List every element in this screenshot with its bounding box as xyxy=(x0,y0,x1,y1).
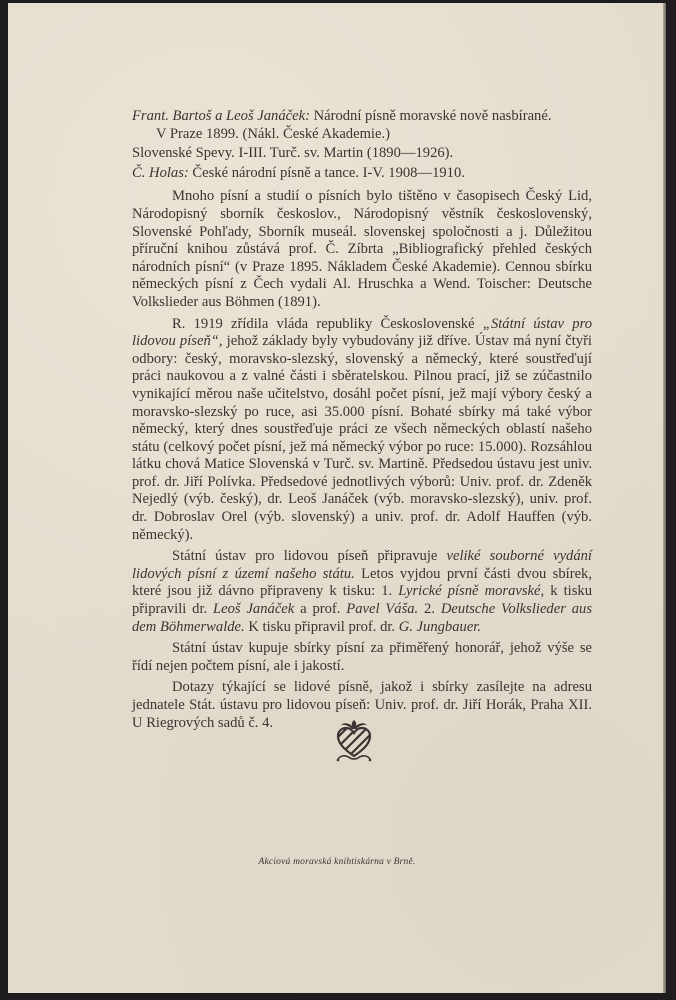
paragraph-publications: Mnoho písní a studií o písních bylo tištěno v časopisech Český Lid, Národopisný sborník českoslov., Národopisný věstník československý, Slovenské Pohľady, Sborník museál. slovenskej spoločnosti a j. Důležitou příruční knihou zůstává prof. Č. Zíbrta „Bibliografický přehled českých národních písní“ (v Praze 1895. Nákladem České Akademie). Cennou sbírku německých písní z Čech vydali Al. Hruschka a Wend. Toischer: Deutsche Volkslieder aus Böhmen (1891). xyxy=(132,188,592,310)
editor-name: Leoš Janáček xyxy=(213,601,295,618)
collection-title-1: Lyrické písně moravské xyxy=(398,583,541,600)
body-text xyxy=(132,108,592,732)
paragraph-state-institute xyxy=(132,316,592,545)
heart-ornament-icon xyxy=(332,719,376,763)
text-run: K tisku připravil prof. dr. xyxy=(244,618,399,635)
page-edge xyxy=(663,3,666,993)
printer-colophon: Akciová moravská knihtiskárna v Brně. xyxy=(258,857,416,867)
text-run: R. 1919 zřídila vláda republiky Československé xyxy=(172,315,483,332)
reference-holas xyxy=(132,165,592,183)
edition-title: veliké souborné vydání lidových písní z území našeho státu. xyxy=(132,548,592,582)
reference-continuation: V Praze 1899. (Nákl. České Akademie.) xyxy=(156,125,390,142)
editor-name: Pavel Váša. xyxy=(346,601,419,618)
text-run: Letos vyjdou první části dvou sbírek, které jsou již dávno připraveny k tisku: 1. xyxy=(132,565,592,600)
editor-name: G. Jungbauer. xyxy=(398,618,482,635)
reference-author: Č. Holas: xyxy=(132,164,189,181)
text-run: , jehož základy byly vybudovány již dříve. Ústav má nyní čtyři odbory: český, moravsko-slezský, slovenský a německý, které soustřeďují práci naukovou a z valné části i sběratelskou. Pilnou prací, již se zúčastnilo vynikající měrou naše učitelstvo, dosáhl počet písní, jež mají výbory český a moravsko-slezský po ruce, asi 35.000 písní. Bohaté sbírky má také výbor německý, který dnes soustřeďuje práci ze všech německých oblastí našeho státu (celkový počet písní, jež má německý výbor po ruce: 15.000). Rozsáhlou látku chová Matice Slovenská v Turč. sv. Martině. Předsedou ústavu jest univ. prof. dr. Jiří Polívka. Předsedové jednotlivých výborů: Univ. prof. dr. Zdeněk Nejedlý (výb. český), dr. Leoš Janáček (výb. moravsko-slezský), univ. prof. dr. Dobroslav Orel (výb. slovenský) a univ. prof. dr. Adolf Hauffen (výb. německý). xyxy=(132,333,592,543)
reference-title: České národní písně a tance. I-V. 1908—1910. xyxy=(188,164,465,181)
document-page xyxy=(8,3,666,993)
text-run: , k tisku připravili dr. xyxy=(132,583,593,618)
reference-bartos-janacek xyxy=(132,108,592,143)
reference-text: Slovenské Spevy. I-III. Turč. sv. Martin (1890—1926). xyxy=(132,145,454,162)
text-run: Státní ústav pro lidovou píseň připravuje xyxy=(172,548,447,565)
reference-slovenske-spevy xyxy=(132,145,592,163)
reference-author: Frant. Bartoš a Leoš Janáček: xyxy=(132,108,310,124)
institute-name: „Státní ústav pro lidovou píseň“ xyxy=(132,315,593,350)
paragraph-purchase: Státní ústav kupuje sbírky písní za přiměřený honorář, jehož výše se řídí nejen počtem písní, ale i jakostí. xyxy=(132,640,592,674)
paragraph-edition xyxy=(132,548,592,636)
collection-title-2: Deutsche Volkslieder aus dem Böhmerwalde. xyxy=(132,601,593,635)
paragraph-contact: Dotazy týkající se lidové písně, jakož i sbírky zasílejte na adresu jednatele Stát. ústavu pro lidovou píseň: Univ. prof. dr. Jiří Horák, Praha XII. U Riegrových sadů č. 4. xyxy=(132,679,592,731)
text-run: a prof. xyxy=(294,601,347,618)
text-run: 2. xyxy=(418,601,441,618)
reference-title: Národní písně moravské nově nasbírané. xyxy=(309,108,552,124)
